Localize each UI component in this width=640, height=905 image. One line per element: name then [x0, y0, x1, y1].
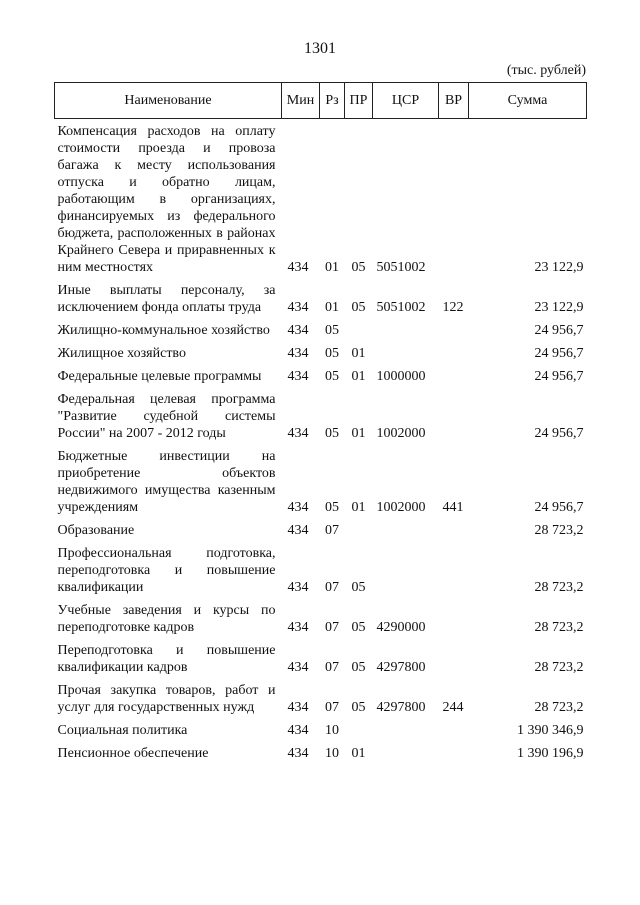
- table-row: [55, 742, 587, 765]
- cell-sum: 23 122,9: [534, 260, 584, 275]
- cell-pr: 01: [351, 500, 366, 515]
- cell-rz: 07: [325, 523, 339, 538]
- cell-name: Профессиональная подготовка, переподготовка и повышение квалификации: [57, 546, 276, 595]
- cell-pr: 05: [351, 620, 366, 635]
- cell-vr: 122: [442, 300, 464, 315]
- cell-sum: 24 956,7: [534, 346, 584, 361]
- cell-csr: 1002000: [376, 426, 426, 441]
- cell-name: Пенсионное обеспечение: [57, 746, 209, 761]
- cell-vr: [439, 542, 469, 599]
- cell-name: Жилищно-коммунальное хозяйство: [57, 323, 270, 338]
- budget-table: [54, 82, 587, 765]
- header-sum: Сумма: [469, 83, 587, 119]
- cell-vr: [439, 119, 469, 280]
- cell-name: Жилищное хозяйство: [57, 346, 186, 361]
- cell-min: 434: [287, 523, 309, 538]
- cell-name: Прочая закупка товаров, работ и услуг для государственных нужд: [57, 683, 276, 715]
- cell-pr: 05: [351, 300, 366, 315]
- cell-csr: 5051002: [376, 300, 426, 315]
- cell-pr: [345, 719, 373, 742]
- cell-rz: 05: [325, 346, 339, 361]
- cell-vr: 441: [442, 500, 464, 515]
- cell-name: Бюджетные инвестиции на приобретение объектов недвижимого имущества казенным учреждениям: [57, 449, 276, 515]
- units-label: (тыс. рублей): [506, 63, 586, 78]
- cell-sum: 23 122,9: [534, 300, 584, 315]
- cell-sum: 24 956,7: [534, 323, 584, 338]
- cell-min: 434: [287, 369, 309, 384]
- cell-rz: 05: [325, 500, 339, 515]
- cell-rz: 01: [325, 300, 339, 315]
- table-row: [55, 365, 587, 388]
- cell-csr: [373, 742, 439, 765]
- cell-min: 434: [287, 620, 309, 635]
- cell-sum: 28 723,2: [534, 580, 584, 595]
- cell-min: 434: [287, 426, 309, 441]
- table-row: [55, 319, 587, 342]
- cell-min: 434: [287, 746, 309, 761]
- header-name: Наименование: [55, 83, 282, 119]
- cell-vr: [439, 365, 469, 388]
- cell-sum: 24 956,7: [534, 369, 584, 384]
- cell-pr: 05: [351, 700, 366, 715]
- cell-name: Федеральные целевые программы: [57, 369, 262, 384]
- table-row: [55, 445, 587, 519]
- header-csr: ЦСР: [373, 83, 439, 119]
- cell-name: Иные выплаты персоналу, за исключением фонда оплаты труда: [57, 283, 276, 315]
- cell-name: Учебные заведения и курсы по переподготовке кадров: [57, 603, 276, 635]
- table-header: [55, 83, 587, 119]
- cell-csr: 1000000: [376, 369, 426, 384]
- cell-rz: 10: [325, 746, 339, 761]
- cell-min: 434: [287, 500, 309, 515]
- table-body: [55, 119, 587, 766]
- cell-vr: [439, 599, 469, 639]
- cell-rz: 07: [325, 620, 339, 635]
- cell-pr: 01: [351, 369, 366, 384]
- cell-csr: [373, 719, 439, 742]
- cell-min: 434: [287, 580, 309, 595]
- cell-pr: 05: [351, 580, 366, 595]
- cell-sum: 28 723,2: [534, 700, 584, 715]
- cell-pr: 05: [351, 660, 366, 675]
- table-row: [55, 719, 587, 742]
- cell-vr: [439, 319, 469, 342]
- table-row: [55, 639, 587, 679]
- cell-sum: 28 723,2: [534, 523, 584, 538]
- cell-sum: 24 956,7: [534, 500, 584, 515]
- cell-vr: [439, 519, 469, 542]
- cell-pr: [345, 319, 373, 342]
- cell-vr: [439, 388, 469, 445]
- cell-min: 434: [287, 700, 309, 715]
- cell-csr: [373, 519, 439, 542]
- cell-pr: 01: [351, 746, 366, 761]
- cell-rz: 05: [325, 323, 339, 338]
- table-row: [55, 679, 587, 719]
- cell-csr: 1002000: [376, 500, 426, 515]
- header-pr: ПР: [345, 83, 373, 119]
- cell-pr: 05: [351, 260, 366, 275]
- header-rz: Рз: [320, 83, 345, 119]
- cell-csr: 5051002: [376, 260, 426, 275]
- table-row: [55, 342, 587, 365]
- cell-csr: [373, 319, 439, 342]
- cell-rz: 07: [325, 700, 339, 715]
- cell-min: 434: [287, 260, 309, 275]
- table-row: [55, 542, 587, 599]
- cell-pr: 01: [351, 346, 366, 361]
- cell-min: 434: [287, 660, 309, 675]
- cell-rz: 07: [325, 660, 339, 675]
- cell-rz: 05: [325, 426, 339, 441]
- cell-csr: [373, 342, 439, 365]
- header-vr: ВР: [439, 83, 469, 119]
- cell-name: Социальная политика: [57, 723, 188, 738]
- cell-name: Компенсация расходов на оплату стоимости проезда и провоза багажа к месту использования отпуска и обратно лицам, работающим в организациях, финансируемых из федерального бюджета, расположенных в районах Крайнего Севера и приравненных к ним местностях: [57, 124, 276, 275]
- cell-sum: 1 390 346,9: [517, 723, 584, 738]
- cell-vr: [439, 342, 469, 365]
- cell-min: 434: [287, 346, 309, 361]
- cell-rz: 01: [325, 260, 339, 275]
- table-row: [55, 388, 587, 445]
- cell-vr: [439, 742, 469, 765]
- cell-sum: 28 723,2: [534, 620, 584, 635]
- cell-csr: 4297800: [376, 700, 426, 715]
- cell-csr: 4290000: [376, 620, 426, 635]
- table-row: [55, 599, 587, 639]
- cell-pr: [345, 519, 373, 542]
- cell-name: Образование: [57, 523, 135, 538]
- cell-rz: 07: [325, 580, 339, 595]
- header-min: Мин: [282, 83, 320, 119]
- cell-name: Переподготовка и повышение квалификации кадров: [57, 643, 276, 675]
- cell-vr: [439, 719, 469, 742]
- table-row: [55, 519, 587, 542]
- cell-rz: 05: [325, 369, 339, 384]
- page-number: 1301: [304, 40, 336, 57]
- cell-sum: 24 956,7: [534, 426, 584, 441]
- cell-min: 434: [287, 323, 309, 338]
- cell-rz: 10: [325, 723, 339, 738]
- cell-sum: 1 390 196,9: [517, 746, 584, 761]
- cell-sum: 28 723,2: [534, 660, 584, 675]
- cell-csr: 4297800: [376, 660, 426, 675]
- cell-csr: [373, 542, 439, 599]
- cell-pr: 01: [351, 426, 366, 441]
- cell-min: 434: [287, 300, 309, 315]
- table-row: [55, 279, 587, 319]
- table-row: [55, 119, 587, 280]
- cell-vr: [439, 639, 469, 679]
- cell-vr: 244: [442, 700, 464, 715]
- cell-min: 434: [287, 723, 309, 738]
- cell-name: Федеральная целевая программа "Развитие судебной системы России" на 2007 - 2012 годы: [57, 392, 276, 441]
